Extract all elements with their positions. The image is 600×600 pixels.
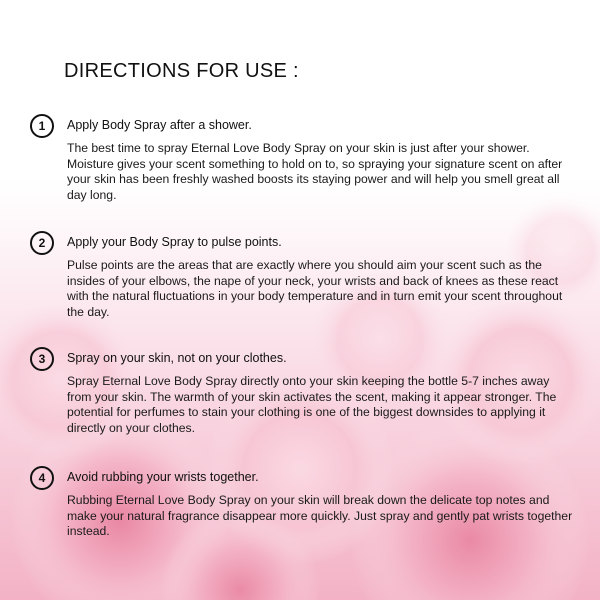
step-heading: Avoid rubbing your wrists together. <box>67 470 259 484</box>
page-title: DIRECTIONS FOR USE : <box>64 60 299 82</box>
step-body: Rubbing Eternal Love Body Spray on your skin will break down the delicate top notes and make your natural fragrance disappear more quickly. Just spray and gently pat wrists together instead. <box>67 493 573 538</box>
step-number-badge: 1 <box>30 114 54 138</box>
step-number-badge: 2 <box>30 231 54 255</box>
step-heading: Spray on your skin, not on your clothes. <box>67 351 287 365</box>
step-heading: Apply your Body Spray to pulse points. <box>67 235 282 249</box>
step-heading: Apply Body Spray after a shower. <box>67 118 252 132</box>
step-body: Spray Eternal Love Body Spray directly onto your skin keeping the bottle 5-7 inches away from your skin. The warmth of your skin activates the scent, making it appear stronger. The potential for perfumes to stain your clothing is one of the biggest downsides to applying it directly on your clothes. <box>67 374 557 435</box>
step-body: Pulse points are the areas that are exactly where you should aim your scent such as the insides of your elbows, the nape of your neck, your wrists and back of knees as these react with the natural fluctuations in your body temperature and in turn emit your scent throughout the day. <box>67 258 563 319</box>
step-body: The best time to spray Eternal Love Body Spray on your skin is just after your shower. Moisture gives your scent something to hold on to, so spraying your signature scent on after your skin has been freshly washed boosts its staying power and will help you smell great all day long. <box>67 141 563 202</box>
step-number-badge: 4 <box>30 466 54 490</box>
step-number-badge: 3 <box>30 347 54 371</box>
